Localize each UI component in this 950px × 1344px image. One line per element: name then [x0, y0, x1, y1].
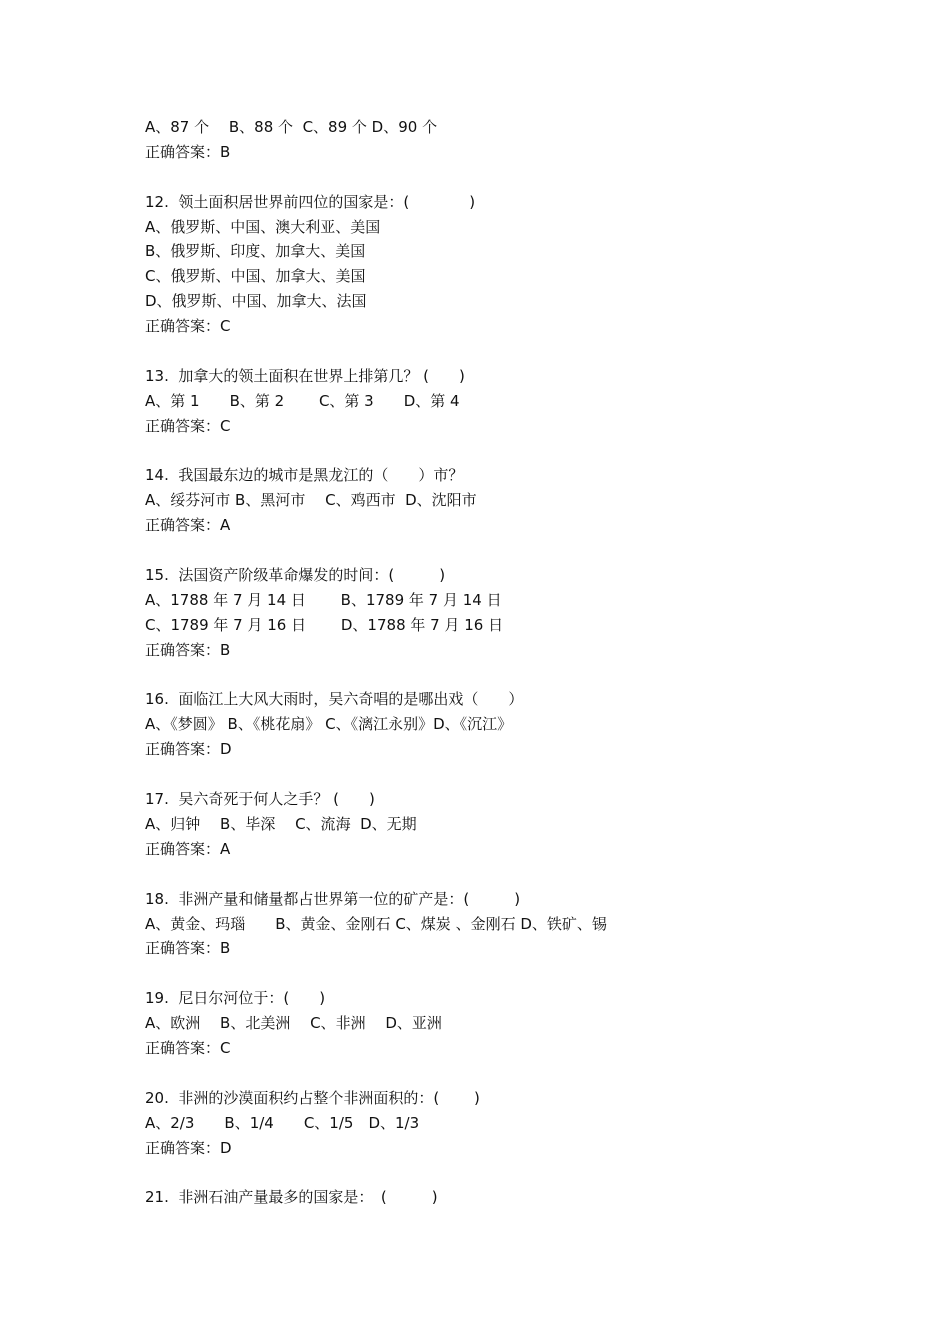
question-text: 21. 非洲石油产量最多的国家是： ( ) [145, 1188, 438, 1207]
question-text: 14. 我国最东边的城市是黑龙江的（ ）市？ [145, 466, 464, 485]
answer-line: 正确答案：C [145, 317, 231, 336]
block-spacer [145, 538, 865, 563]
block-spacer [145, 961, 865, 986]
answer-line: 正确答案：B [145, 640, 231, 659]
answer-line: 正确答案：B [145, 939, 231, 958]
answer-line: 正确答案：C [145, 1038, 231, 1057]
option-line: D、俄罗斯、中国、加拿大、法国 [145, 292, 367, 311]
question-text: 16. 面临江上大风大雨时，吴六奇唱的是哪出戏（ ） [145, 690, 524, 709]
question-block [145, 687, 865, 762]
question-block [145, 787, 865, 862]
option-line: A、第 1 B、第 2 C、第 3 D、第 4 [145, 391, 460, 410]
answer-line: 正确答案：C [145, 416, 231, 435]
block-spacer [145, 762, 865, 787]
block-spacer [145, 165, 865, 190]
question-text: 18. 非洲产量和储量都占世界第一位的矿产是：( ) [145, 889, 521, 908]
question-block [145, 1185, 865, 1210]
question-text: 17. 吴六奇死于何人之手？ ( ) [145, 790, 375, 809]
lead-block [145, 115, 865, 165]
answer-line: 正确答案：B [145, 142, 231, 161]
question-block [145, 986, 865, 1061]
block-spacer [145, 1061, 865, 1086]
answer-line: 正确答案：A [145, 516, 231, 535]
answer-line: 正确答案：D [145, 740, 232, 759]
question-block [145, 364, 865, 439]
block-spacer [145, 439, 865, 464]
option-line: B、俄罗斯、印度、加拿大、美国 [145, 242, 366, 261]
answer-line: 正确答案：D [145, 1138, 232, 1157]
question-text: 19. 尼日尔河位于：( ) [145, 989, 326, 1008]
option-line: A、俄罗斯、中国、澳大利亚、美国 [145, 217, 381, 236]
block-spacer [145, 663, 865, 688]
option-line: A、归钟 B、毕深 C、流海 D、无期 [145, 814, 417, 833]
option-line: A、1788 年 7 月 14 日 B、1789 年 7 月 14 日 [145, 590, 502, 609]
block-spacer [145, 1160, 865, 1185]
question-text: 12. 领土面积居世界前四位的国家是：( ) [145, 192, 476, 211]
question-text: 13. 加拿大的领土面积在世界上排第几？ ( ) [145, 366, 465, 385]
block-spacer [145, 862, 865, 887]
question-text: 20. 非洲的沙漠面积约占整个非洲面积的：( ) [145, 1088, 480, 1107]
answer-line: 正确答案：A [145, 839, 231, 858]
question-block [145, 887, 865, 962]
block-spacer [145, 339, 865, 364]
option-line: A、绥芬河市 B、黑河市 C、鸡西市 D、沈阳市 [145, 491, 477, 510]
option-line: A、《梦圆》 B、《桃花扇》 C、《漓江永别》D、《沉江》 [145, 715, 513, 734]
question-block [145, 463, 865, 538]
option-line: A、87 个 B、88 个 C、89 个 D、90 个 [145, 118, 438, 136]
document-page [145, 115, 865, 1210]
question-block [145, 190, 865, 339]
question-block [145, 563, 865, 663]
option-line: A、欧洲 B、北美洲 C、非洲 D、亚洲 [145, 1014, 442, 1033]
option-line: C、俄罗斯、中国、加拿大、美国 [145, 267, 366, 286]
question-block [145, 1086, 865, 1161]
question-text: 15. 法国资产阶级革命爆发的时间：( ) [145, 566, 446, 585]
option-line: C、1789 年 7 月 16 日 D、1788 年 7 月 16 日 [145, 615, 504, 634]
option-line: A、黄金、玛瑙 B、黄金、金刚石 C、煤炭 、金刚石 D、铁矿、锡 [145, 914, 607, 933]
option-line: A、2/3 B、1/4 C、1/5 D、1/3 [145, 1113, 420, 1132]
question-list [145, 165, 865, 1210]
